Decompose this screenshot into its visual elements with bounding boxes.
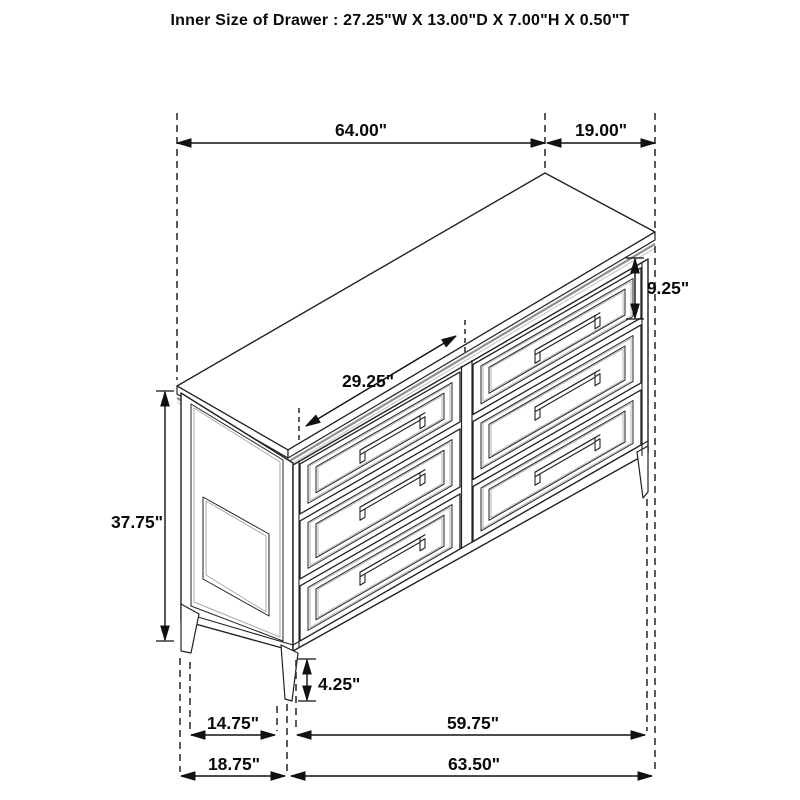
dresser-drawing — [156, 113, 655, 780]
dim-label-top-drawer-height: 9.25" — [646, 278, 690, 298]
diagram-title: Inner Size of Drawer : 27.25"W X 13.00"D X 7.00"H X 0.50"T — [170, 12, 630, 29]
dim-label-front-leg-span: 59.75" — [446, 713, 500, 733]
dim-label-body-height: 37.75" — [110, 512, 164, 532]
dim-label-drawer-width: 29.25" — [341, 371, 395, 391]
dim-label-side-leg-span: 14.75" — [206, 713, 260, 733]
dim-label-leg-height: 4.25" — [318, 674, 361, 694]
dim-label-front-floor-width: 63.50" — [447, 754, 501, 774]
dim-label-top-depth: 19.00" — [574, 120, 628, 140]
dim-label-top-width: 64.00" — [334, 120, 388, 140]
dim-label-side-floor-depth: 18.75" — [207, 754, 261, 774]
